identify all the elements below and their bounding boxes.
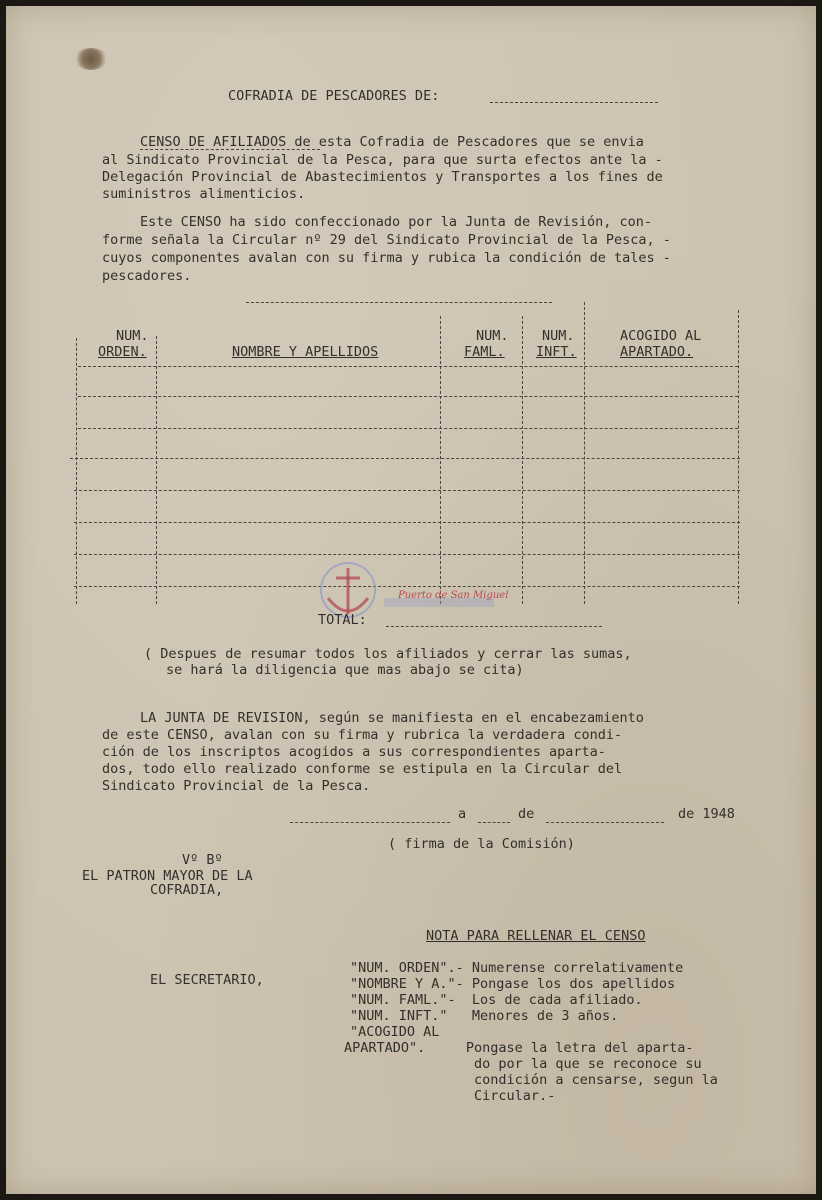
total-blank-line xyxy=(386,626,602,627)
junta-line: dos, todo ello realizado conforme se estipula en la Circular del xyxy=(102,761,623,777)
col-acogido-bottom: APARTADO. xyxy=(620,344,694,360)
vobo-line: Vº Bº xyxy=(182,852,223,868)
table-divider xyxy=(522,316,523,604)
junta-line: de este CENSO, avalan con su firma y rubrica la verdadera condi- xyxy=(102,727,623,743)
col-num-orden-bottom: ORDEN. xyxy=(98,344,147,360)
col-num-inft-top: NUM. xyxy=(542,328,575,344)
table-row-line xyxy=(70,458,740,459)
censo-underline xyxy=(140,149,320,150)
revision-line: cuyos componentes avalan con su firma y rubica la condición de tales - xyxy=(102,250,671,266)
table-divider xyxy=(584,302,585,604)
col-num-inft-bottom: INFT. xyxy=(536,344,577,360)
nota-line: "NUM. FAML."- Los de cada afiliado. xyxy=(350,992,643,1008)
stamp-text: Puerto de San Miguel xyxy=(398,590,509,601)
table-top-line xyxy=(246,302,552,303)
date-de: de xyxy=(518,806,535,822)
day-blank-line xyxy=(478,822,510,823)
revision-line: forme señala la Circular nº 29 del Sindicato Provincial de la Pesca, - xyxy=(102,232,671,248)
intro-line: CENSO DE AFILIADOS de esta Cofradia de Pescadores que se envia xyxy=(140,134,644,150)
after-total-line: ( Despues de resumar todos los afiliados y cerrar las sumas, xyxy=(144,646,632,662)
nota-line: Circular.- xyxy=(344,1088,556,1104)
table-left-border xyxy=(76,338,77,604)
title-blank-line xyxy=(490,102,658,103)
intro-line: suministros alimenticios. xyxy=(102,186,306,202)
nota-line: "NUM. INFT." Menores de 3 años. xyxy=(350,1008,619,1024)
junta-line: ción de los inscriptos acogidos a sus correspondientes aparta- xyxy=(102,744,606,760)
intro-line: al Sindicato Provincial de la Pesca, para que surta efectos ante la - xyxy=(102,152,663,168)
document-page xyxy=(6,6,816,1194)
table-row-line xyxy=(74,490,740,491)
revision-line: Este CENSO ha sido confeccionado por la Junta de Revisión, con- xyxy=(140,214,653,230)
document-title: COFRADIA DE PESCADORES DE: xyxy=(228,88,440,104)
table-row-line xyxy=(78,366,738,367)
table-row-line xyxy=(74,554,740,555)
table-row-line xyxy=(74,522,740,523)
nota-line: condición a censarse, segun la xyxy=(344,1072,718,1088)
col-nombre-header: NOMBRE Y APELLIDOS xyxy=(232,344,379,360)
table-right-border xyxy=(738,310,739,604)
vobo-line: COFRADIA, xyxy=(150,882,224,898)
stain-mark xyxy=(74,48,108,70)
table-divider xyxy=(156,336,157,604)
nota-line: "NUM. ORDEN".- Numerense correlativamente xyxy=(350,960,684,976)
after-total-line: se hará la diligencia que mas abajo se cita) xyxy=(166,662,524,678)
vobo-line: EL PATRON MAYOR DE LA xyxy=(82,868,253,884)
nota-title: NOTA PARA RELLENAR EL CENSO xyxy=(426,928,646,944)
total-label: TOTAL: xyxy=(318,612,367,628)
table-row-line xyxy=(78,428,738,429)
col-num-faml-bottom: FAML. xyxy=(464,344,505,360)
month-blank-line xyxy=(546,822,664,823)
col-num-orden-top: NUM. xyxy=(116,328,149,344)
junta-line: LA JUNTA DE REVISION, según se manifiesta en el encabezamiento xyxy=(140,710,644,726)
nota-line: "ACOGIDO AL xyxy=(350,1024,440,1040)
revision-line: pescadores. xyxy=(102,268,192,284)
nota-line: do por la que se reconoce su xyxy=(344,1056,702,1072)
firma-comision: ( firma de la Comisión) xyxy=(388,836,575,852)
place-blank-line xyxy=(290,822,450,823)
secretario-label: EL SECRETARIO, xyxy=(150,972,264,988)
table-row-line xyxy=(78,396,738,397)
nota-line: "NOMBRE Y A."- Pongase los dos apellidos xyxy=(350,976,676,992)
junta-line: Sindicato Provincial de la Pesca. xyxy=(102,778,371,794)
nota-line: APARTADO". Pongase la letra del aparta- xyxy=(344,1040,694,1056)
date-a: a xyxy=(458,806,467,822)
col-num-faml-top: NUM. xyxy=(476,328,509,344)
date-year: de 1948 xyxy=(678,806,735,822)
col-acogido-top: ACOGIDO AL xyxy=(620,328,702,344)
intro-line: Delegación Provincial de Abastecimientos y Transportes a los fines de xyxy=(102,169,663,185)
